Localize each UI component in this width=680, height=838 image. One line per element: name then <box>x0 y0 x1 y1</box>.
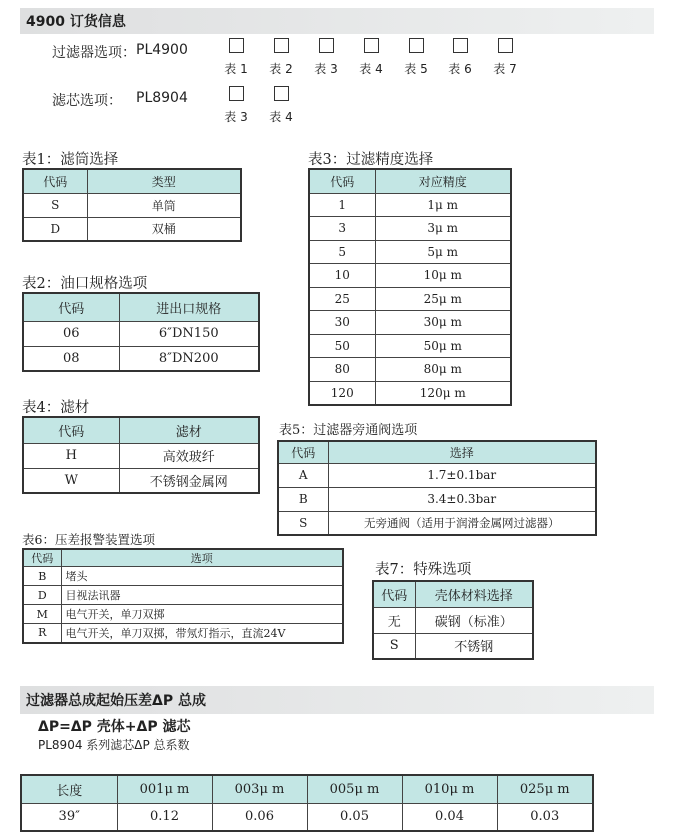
table1-title: 表1：滤筒选择 <box>22 152 119 168</box>
table3-title: 表3：过滤精度选择 <box>308 152 434 168</box>
table-cell: 不锈钢 <box>415 633 533 659</box>
table4-title: 表4：滤材 <box>22 400 90 416</box>
table-cell: 10 <box>309 264 375 288</box>
checkbox-table-1[interactable] <box>229 38 244 53</box>
table-row <box>373 633 533 659</box>
pressure-drop-title: 过滤器总成起始压差ΔP 总成 <box>26 693 206 709</box>
table-header-cell: 进出口规格 <box>119 293 259 321</box>
filter-option-label: 过滤器选项： <box>52 45 136 61</box>
table-cell: 30 <box>309 311 375 335</box>
table-header-cell: 010μ m <box>402 775 497 803</box>
table-cell: 0.03 <box>497 803 593 831</box>
table-cell: 39″ <box>21 803 117 831</box>
table-cell: 无 <box>373 607 415 633</box>
table2-port-size <box>22 292 260 372</box>
checkbox-label: 表 2 <box>269 62 293 76</box>
table-cell: 电气开关，单刀双掷，带氖灯指示，直流24V <box>61 624 343 643</box>
table-row <box>23 624 343 643</box>
table7-title: 表7：特殊选项 <box>375 562 472 578</box>
table-cell: S <box>373 633 415 659</box>
table4-filter-media <box>22 416 260 494</box>
checkbox-table-5[interactable] <box>409 38 424 53</box>
filter-checkbox-item[interactable] <box>485 38 525 77</box>
pressure-drop-formula: ΔP=ΔP 壳体+ΔP 滤芯 <box>38 719 191 735</box>
table-header-cell: 代码 <box>23 417 119 443</box>
table-header-cell: 代码 <box>278 441 328 463</box>
table-header-cell: 001μ m <box>117 775 212 803</box>
table-cell: 电气开关，单刀双掷 <box>61 605 343 624</box>
table-row <box>23 605 343 624</box>
checkbox-table-4[interactable] <box>274 86 289 101</box>
table-cell: 0.05 <box>307 803 402 831</box>
table-row <box>309 193 511 217</box>
table-cell: 1.7±0.1bar <box>328 463 596 487</box>
ordering-info-title: 4900 订货信息 <box>26 14 126 30</box>
table-cell: 10μ m <box>375 264 511 288</box>
filter-option-row <box>52 42 188 62</box>
table-row <box>278 511 596 535</box>
table-cell: 0.12 <box>117 803 212 831</box>
table-cell: 50 <box>309 334 375 358</box>
table-cell: 06 <box>23 321 119 346</box>
table-cell: 双桶 <box>87 217 241 241</box>
checkbox-label: 表 4 <box>359 62 383 76</box>
table-header-cell: 选项 <box>61 549 343 567</box>
element-checkbox-item[interactable] <box>261 86 301 125</box>
table-header-cell: 代码 <box>309 169 375 193</box>
table-row <box>309 264 511 288</box>
table-row <box>21 803 593 831</box>
table-cell: 不锈钢金属网 <box>119 468 259 493</box>
table-cell: A <box>278 463 328 487</box>
table-row <box>278 463 596 487</box>
table-cell: 碳钢（标准） <box>415 607 533 633</box>
table-cell: H <box>23 443 119 468</box>
table-cell: B <box>23 567 61 586</box>
table-cell: 08 <box>23 346 119 371</box>
table-cell: 3 <box>309 217 375 241</box>
table-cell: 80 <box>309 358 375 382</box>
checkbox-label: 表 1 <box>224 62 248 76</box>
table-row <box>23 567 343 586</box>
checkbox-label: 表 6 <box>448 62 472 76</box>
table-cell: 无旁通阀（适用于润滑金属网过滤器） <box>328 511 596 535</box>
filter-option-code: PL4900 <box>136 42 188 58</box>
table-header-cell: 壳体材料选择 <box>415 581 533 607</box>
table-row <box>309 311 511 335</box>
table-cell: 0.04 <box>402 803 497 831</box>
table-row <box>23 321 259 346</box>
table-header-cell: 025μ m <box>497 775 593 803</box>
element-checkbox-item[interactable] <box>216 86 256 125</box>
filter-checkbox-item[interactable] <box>216 38 256 77</box>
table-cell: 0.06 <box>212 803 307 831</box>
table3-filtration-rating <box>308 168 512 406</box>
table-row <box>278 487 596 511</box>
checkbox-table-4[interactable] <box>364 38 379 53</box>
table-cell: 3μ m <box>375 217 511 241</box>
table-header-cell: 代码 <box>23 293 119 321</box>
pressure-drop-header <box>20 686 654 714</box>
checkbox-table-6[interactable] <box>453 38 468 53</box>
table-header-cell: 对应精度 <box>375 169 511 193</box>
checkbox-label: 表 7 <box>493 62 517 76</box>
element-option-code: PL8904 <box>136 90 188 106</box>
table-cell: 50μ m <box>375 334 511 358</box>
pressure-drop-coefficient-table <box>20 774 594 832</box>
checkbox-label: 表 4 <box>269 110 293 124</box>
table-row <box>309 217 511 241</box>
checkbox-label: 表 3 <box>224 110 248 124</box>
pressure-drop-subtitle: PL8904 系列滤芯ΔP 总系数 <box>38 738 190 752</box>
table-cell: 1 <box>309 193 375 217</box>
table-row <box>23 586 343 605</box>
table-row <box>309 358 511 382</box>
table7-special-options <box>372 580 534 660</box>
table-row <box>309 287 511 311</box>
table-cell: M <box>23 605 61 624</box>
table-cell: 单筒 <box>87 193 241 217</box>
table-cell: 25μ m <box>375 287 511 311</box>
checkbox-label: 表 5 <box>404 62 428 76</box>
table-header-cell: 代码 <box>23 169 87 193</box>
element-option-row <box>52 90 188 110</box>
table-cell: D <box>23 217 87 241</box>
table5-title: 表5：过滤器旁通阀选项 <box>279 423 418 438</box>
table-cell: 80μ m <box>375 358 511 382</box>
checkbox-table-7[interactable] <box>498 38 513 53</box>
table-row <box>23 468 259 493</box>
table-cell: B <box>278 487 328 511</box>
table-cell: 目视法讯器 <box>61 586 343 605</box>
table6-title: 表6：压差报警装置选项 <box>22 532 155 547</box>
table-cell: 120μ m <box>375 381 511 405</box>
table-cell: 3.4±0.3bar <box>328 487 596 511</box>
table-row <box>309 240 511 264</box>
table-cell: W <box>23 468 119 493</box>
table-cell: S <box>278 511 328 535</box>
checkbox-table-2[interactable] <box>274 38 289 53</box>
table-cell: 120 <box>309 381 375 405</box>
ordering-info-header <box>20 8 654 34</box>
table-header-cell: 类型 <box>87 169 241 193</box>
table5-bypass-valve <box>277 440 597 536</box>
table-cell: 8″DN200 <box>119 346 259 371</box>
filter-checkbox-item[interactable] <box>440 38 480 77</box>
table-header-cell: 003μ m <box>212 775 307 803</box>
table-header-cell: 代码 <box>373 581 415 607</box>
table-cell: 堵头 <box>61 567 343 586</box>
table-row <box>23 346 259 371</box>
checkbox-table-3[interactable] <box>229 86 244 101</box>
checkbox-label: 表 3 <box>314 62 338 76</box>
table-cell: 6″DN150 <box>119 321 259 346</box>
table-cell: 1μ m <box>375 193 511 217</box>
table1-cartridge-type <box>22 168 242 242</box>
table6-differential-alarm <box>22 548 344 644</box>
table-row <box>309 381 511 405</box>
table-header-cell: 选择 <box>328 441 596 463</box>
table-row <box>23 217 241 241</box>
table-header-cell: 滤材 <box>119 417 259 443</box>
filter-checkbox-item[interactable] <box>396 38 436 77</box>
table-row <box>309 334 511 358</box>
checkbox-table-3[interactable] <box>319 38 334 53</box>
filter-checkbox-item[interactable] <box>306 38 346 77</box>
table-cell: R <box>23 624 61 643</box>
filter-checkbox-item[interactable] <box>261 38 301 77</box>
table-cell: S <box>23 193 87 217</box>
table-header-cell: 005μ m <box>307 775 402 803</box>
element-option-label: 滤芯选项： <box>52 93 122 109</box>
table-cell: 5μ m <box>375 240 511 264</box>
table-cell: 30μ m <box>375 311 511 335</box>
table-header-cell: 代码 <box>23 549 61 567</box>
table-cell: 25 <box>309 287 375 311</box>
table2-title: 表2：油口规格选项 <box>22 276 148 292</box>
table-cell: D <box>23 586 61 605</box>
filter-checkbox-item[interactable] <box>351 38 391 77</box>
table-row <box>23 443 259 468</box>
table-header-cell: 长度 <box>21 775 117 803</box>
table-row <box>373 607 533 633</box>
table-cell: 5 <box>309 240 375 264</box>
table-row <box>23 193 241 217</box>
table-cell: 高效玻纤 <box>119 443 259 468</box>
